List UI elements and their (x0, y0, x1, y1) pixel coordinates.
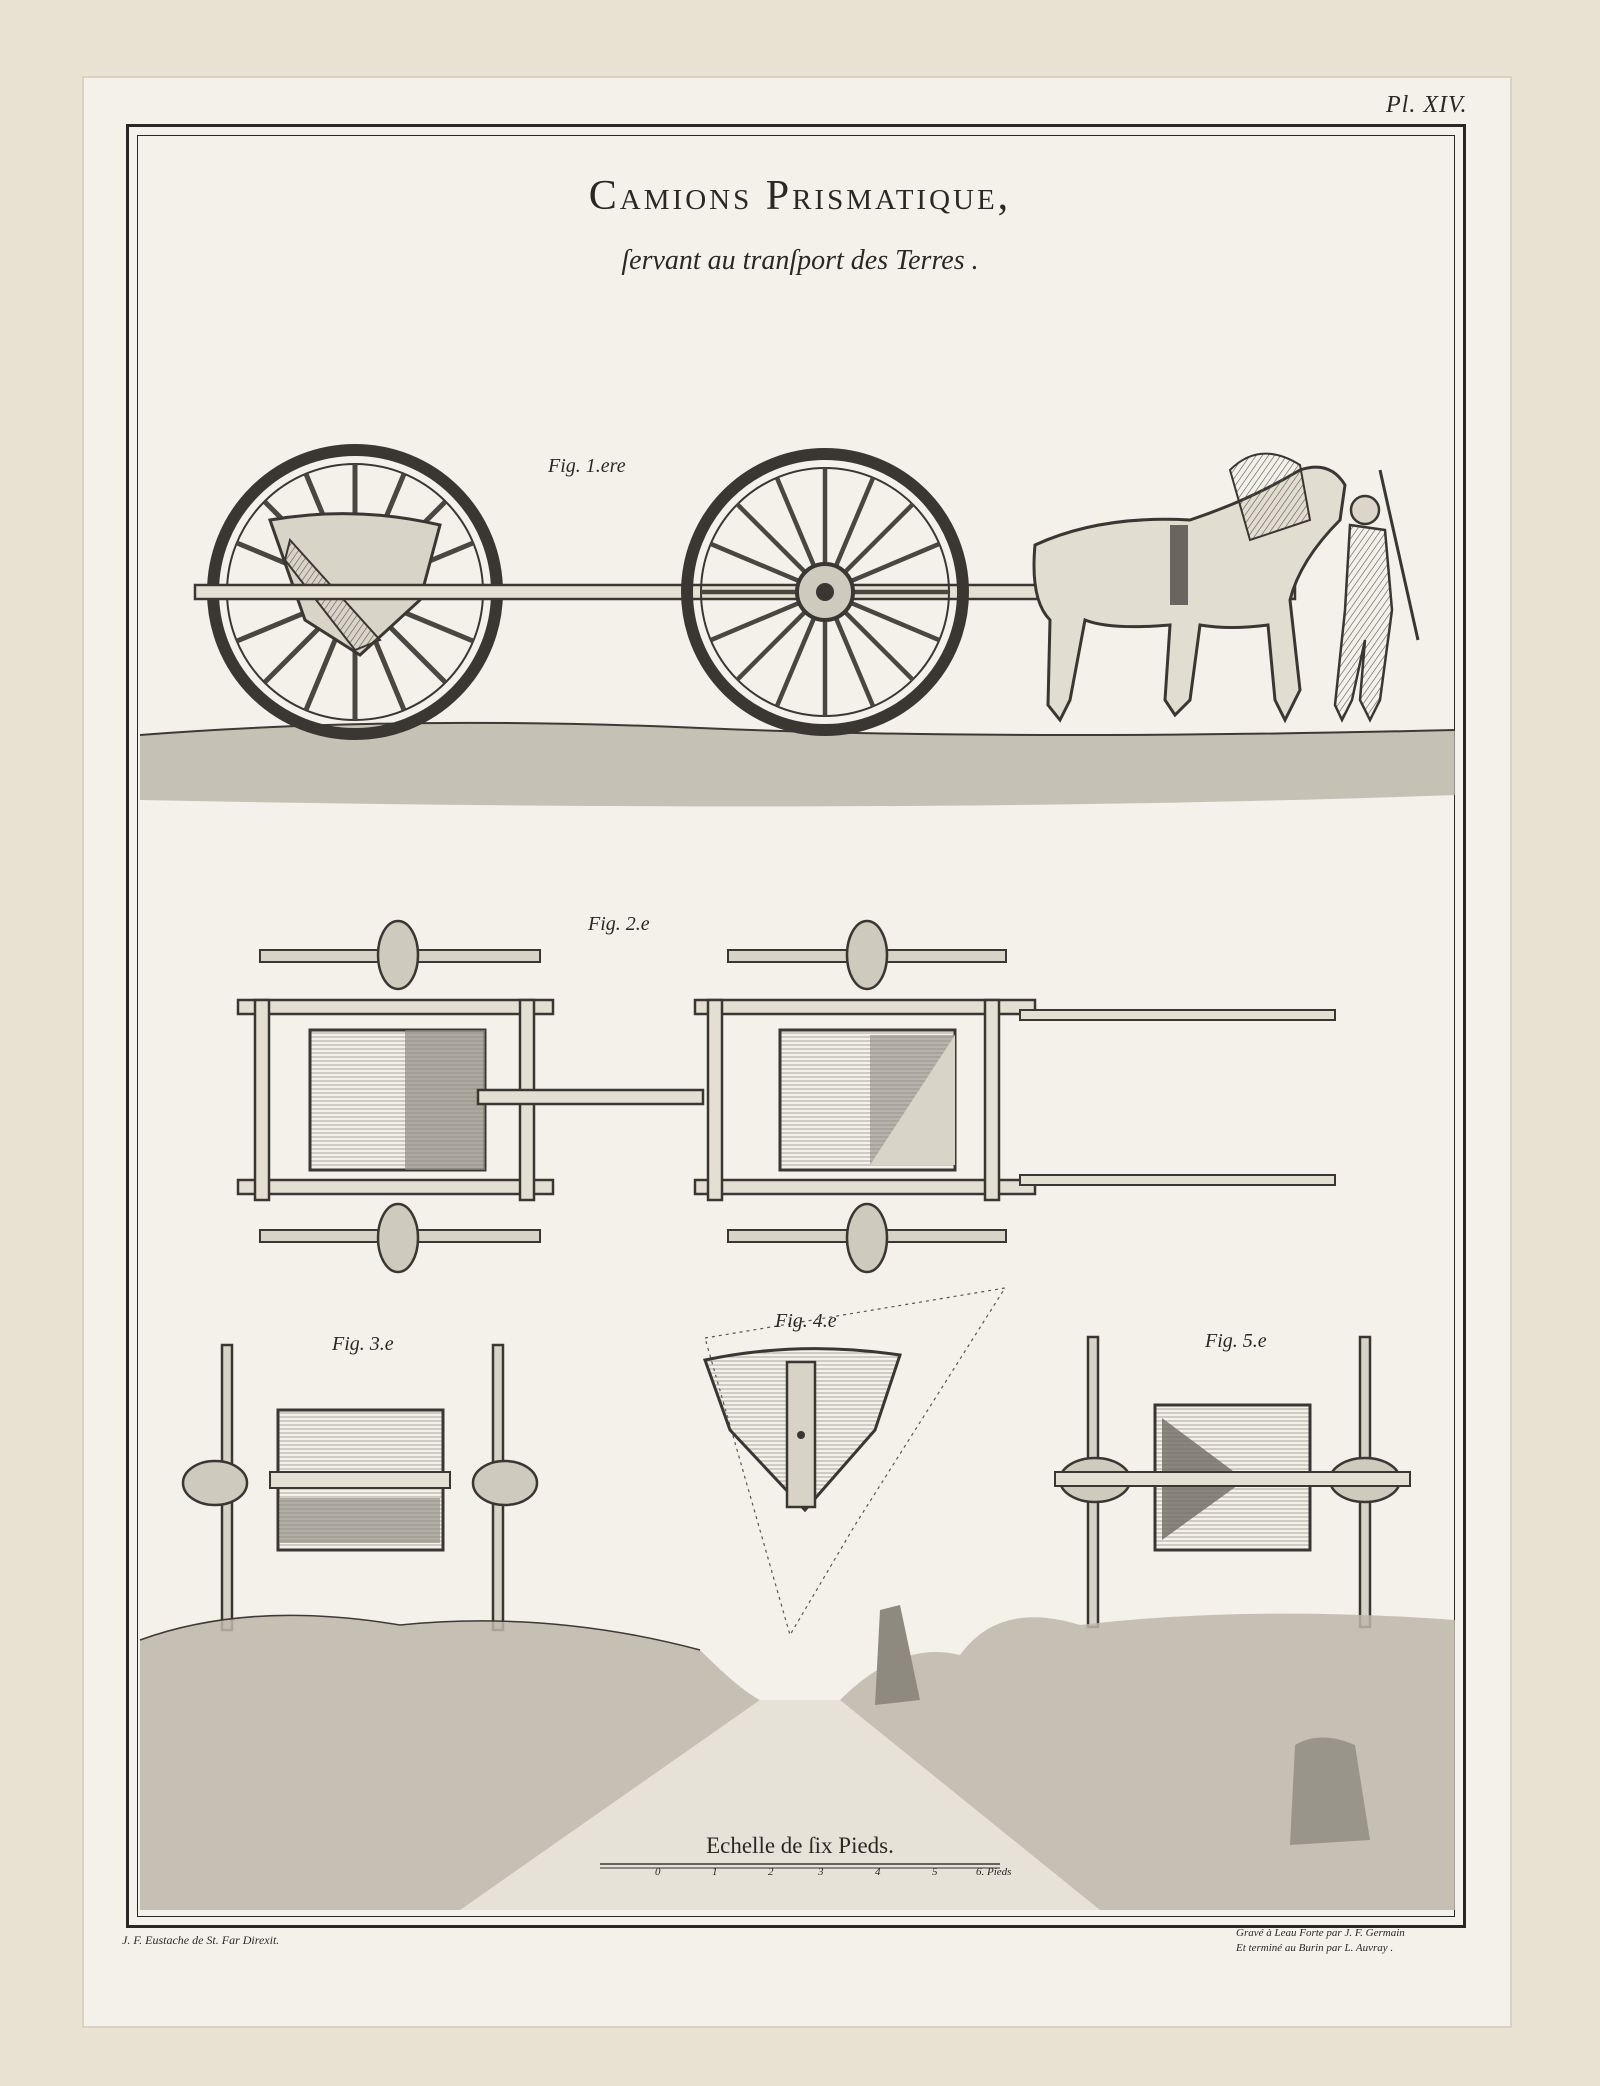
credit-designer: J. F. Eustache de St. Far Direxit. (122, 1933, 280, 1947)
fig4-label: Fig. 4.e (775, 1310, 837, 1332)
scale-tick-3: 3 (818, 1866, 824, 1878)
credit-engravers (1236, 1926, 1405, 1956)
fig3-label: Fig. 3.e (332, 1333, 394, 1355)
scale-tick-0: 0 (655, 1866, 661, 1878)
plate-number: Pl. XIV. (1386, 92, 1468, 118)
credit-engraver-line1: Gravé à Leau Forte par J. F. Germain (1236, 1927, 1405, 1939)
driver-figure (1335, 470, 1418, 720)
scale-tick-5: 5 (932, 1866, 938, 1878)
scale-title: Echelle de ſix Pieds. (706, 1833, 894, 1858)
plate-title: Camions Prismatique, (588, 173, 1012, 219)
scale-tick-4: 4 (875, 1866, 881, 1878)
plate-subtitle: ſervant au tranſport des Terres . (621, 245, 979, 276)
fig1-label: Fig. 1.ere (548, 455, 626, 477)
front-wheel (687, 454, 963, 730)
scale-tick-1: 1 (712, 1866, 718, 1878)
fig5-label: Fig. 5.e (1205, 1330, 1267, 1352)
fig5-front-view (1055, 1337, 1410, 1627)
horse-figure (1034, 454, 1345, 720)
fig4-box-section (705, 1288, 1005, 1635)
fig2-label: Fig. 2.e (588, 913, 650, 935)
credit-engraver-line2: Et terminé au Burin par L. Auvray . (1236, 1942, 1394, 1954)
scale-tick-2: 2 (768, 1866, 774, 1878)
fig3-rear-view (183, 1345, 537, 1630)
fig1-side-view (140, 450, 1455, 806)
fig2-plan-view (238, 921, 1335, 1272)
scale-tick-6: 6. Pieds (976, 1866, 1012, 1878)
